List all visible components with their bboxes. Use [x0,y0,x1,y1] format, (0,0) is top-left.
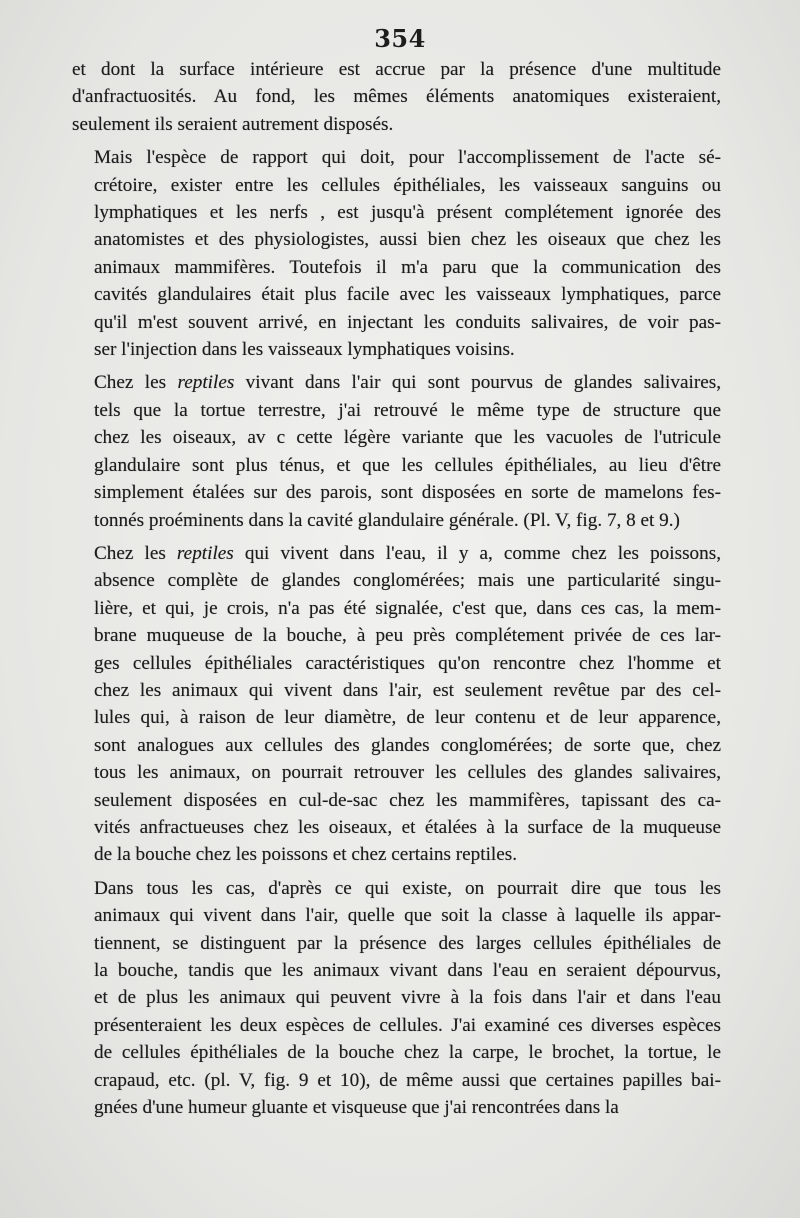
text-line: d'anfractuosités. Au fond, les mêmes éléments anatomiques existeraient, [72,86,721,108]
text-line: lière, et qui, je crois, n'a pas été signalée, c'est que, dans ces cas, la mem- [94,597,721,619]
text-line: glandulaire sont plus ténus, et que les cellules épithéliales, au lieu d'être [94,454,721,476]
text-line: et dont la surface intérieure est accrue par la présence d'une multitude [72,59,721,80]
text-line: chez les oiseaux, av c cette légère variante que les vacuoles de l'utricule [94,427,721,449]
text-line: seulement disposées en cul-de-sac chez les mammifères, tapissant des ca- [94,789,721,811]
text-line: animaux qui vivent dans l'air, quelle que soit la classe à laquelle ils appar- [94,905,721,927]
text-line: cavités glandulaires était plus facile avec les vaisseaux lymphatiques, parce [94,284,721,306]
text-line: simplement étalées sur des parois, sont disposées en sorte de mamelons fes- [94,482,721,504]
text-line: tiennent, se distinguent par la présence des larges cellules épithéliales de [94,932,721,954]
text-line: crapaud, etc. (pl. V, fig. 9 et 10), de même aussi que certaines papilles bai- [94,1069,721,1091]
text-line: et de plus les animaux qui peuvent vivre à la fois dans l'air et dans l'eau [94,987,721,1009]
text-line: Dans tous les cas, d'après ce qui existe, on pourrait dire que tous les [94,877,721,899]
paragraph [72,369,721,533]
text-line: Chez les reptiles qui vivent dans l'eau, il y a, comme chez les poissons, [94,542,721,564]
text-line: sont analogues aux cellules des glandes conglomérées; de sorte que, chez [94,734,721,756]
text-line: ser l'injection dans les vaisseaux lymphatiques voisins. [94,339,515,361]
text-line: absence complète de glandes conglomérées; mais une particularité singu- [94,570,721,592]
text-line: Mais l'espèce de rapport qui doit, pour l'accomplissement de l'acte sé- [94,147,721,169]
text-line: vités anfractueuses chez les oiseaux, et étalées à la surface de la muqueuse [94,816,721,838]
text-line: gnées d'une humeur gluante et visqueuse que j'ai rencontrées dans la [94,1097,619,1119]
text-line: lules qui, à raison de leur diamètre, de leur contenu et de leur apparence, [94,707,721,729]
text-line: Chez les reptiles vivant dans l'air qui sont pourvus de glandes salivaires, [94,372,721,394]
text-line: tous les animaux, on pourrait retrouver les cellules des glandes salivaires, [94,762,721,784]
text-line: lymphatiques et les nerfs , est jusqu'à présent complétement ignorée des [94,202,721,224]
text-line: ges cellules épithéliales caractéristiques qu'on rencontre chez l'homme et [94,652,721,674]
text-line: brane muqueuse de la bouche, à peu près complétement privée de ces lar- [94,625,721,647]
text-line: de cellules épithéliales de la bouche chez la carpe, le brochet, la tortue, le [94,1042,721,1064]
text-line: qu'il m'est souvent arrivé, en injectant les conduits salivaires, de voir pas- [94,311,721,333]
text-line: présenteraient les deux espèces de cellules. J'ai examiné ces diverses espèces [94,1014,721,1036]
text-line: tels que la tortue terrestre, j'ai retrouvé le même type de structure que [94,399,721,421]
text-line: chez les animaux qui vivent dans l'air, est seulement revêtue par des cel- [94,679,721,701]
paragraph [72,144,721,363]
text-line: animaux mammifères. Toutefois il m'a paru que la communication des [94,256,721,278]
text-line: de la bouche chez les poissons et chez certains reptiles. [94,844,518,866]
text-line: anatomistes et des physiologistes, aussi bien chez les oiseaux que chez les [94,229,721,251]
paragraph [72,875,721,1122]
page-number: 354 [374,24,426,53]
text-line: tonnés proéminents dans la cavité glandulaire générale. (Pl. V, fig. 7, 8 et 9.) [94,509,680,531]
paragraph [72,56,721,138]
text-line: la bouche, tandis que les animaux vivant dans l'eau en seraient dépourvus, [94,960,721,981]
text-line: crétoire, exister entre les cellules épithéliales, les vaisseaux sanguins ou [94,174,721,196]
body-text [72,56,721,1121]
text-line: seulement ils seraient autrement disposés. [72,113,394,135]
paragraph [72,540,721,869]
